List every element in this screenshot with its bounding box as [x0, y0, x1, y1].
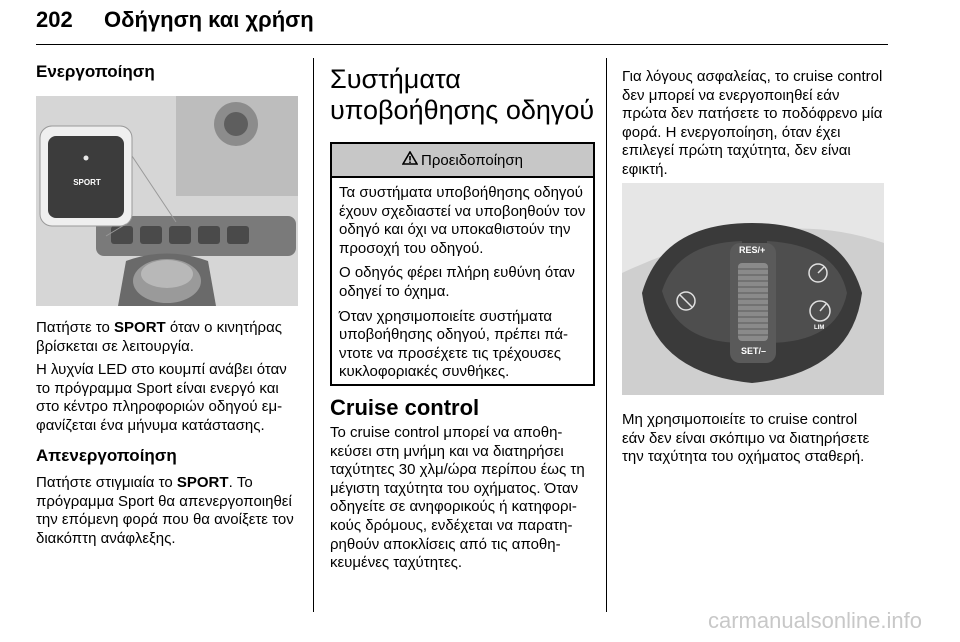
res-plus-label: RES/+	[739, 245, 766, 255]
paragraph-press-sport	[36, 319, 298, 356]
warning-triangle-icon	[402, 151, 418, 169]
lim-label: LIM	[814, 325, 825, 331]
heading-activation: Ενεργοποίηση	[36, 62, 155, 81]
paragraph-cruise-control: Το cruise control μπορεί να αποθηκεύσει στη μνήμη και να διατηρήσει ταχύτητες 30 χλμ/ώρα περίπου έως τη μέγιστη ταχύτητα του οχήματος. Όταν οδηγείτε σε ανηφορικούς ή κατηφορικούς δρόμους, ενδέχεται να παρατηρηθούν αποκλίσεις από τις αποθηκευμένες ταχύτητες.	[330, 424, 585, 572]
text-press: Πατήστε το	[36, 319, 115, 336]
sport-button-label: SPORT	[73, 178, 101, 187]
watermark: carmanualsonline.info	[707, 608, 922, 633]
paragraph-led-info: Η λυχνία LED στο κουμπί ανάβει όταν το πρόγραμμα Sport είναι ενεργό και στο κέντρο πληροφοριών οδηγού εμφανίζεται ένα μήνυμα κατάστασης.	[36, 361, 287, 434]
warning-paragraph-1: Τα συστήματα υποβοήθησης οδηγού έχουν σχεδιαστεί να υποβοηθούν τον οδηγό και όχι να υποκαθιστούν την προσοχή του οδηγού.	[339, 184, 586, 257]
text-engine-running: όταν ο κινητήρας βρίσκεται σε λειτουργία.	[36, 319, 282, 355]
cruise-control-photo	[622, 183, 884, 395]
heading-deactivation: Απενεργοποίηση	[36, 446, 177, 465]
warning-paragraph-2: Ο οδηγός φέρει πλήρη ευθύνη όταν οδηγεί το όχημα.	[339, 264, 575, 300]
steering-wheel-controls-illustration	[622, 183, 884, 395]
sport-button-photo	[36, 96, 298, 306]
paragraph-do-not-use: Μη χρησιμοποιείτε το cruise control εάν δεν είναι σκόπιμο να διατηρήσετε την ταχύτητα του οχήματος σταθερή.	[622, 411, 870, 466]
warning-header	[332, 144, 593, 178]
column-divider-right	[606, 58, 607, 612]
warning-body	[332, 178, 593, 382]
warning-title: Προειδοποίηση	[421, 151, 523, 169]
page-title: Οδήγηση και χρήση	[104, 7, 314, 32]
text-press-briefly: Πατήστε στιγμιαία το	[36, 474, 177, 491]
warning-paragraph-3: Όταν χρησιμοποιείτε συστήματα υποβοήθησης οδηγού, πρέπει πάντοτε να προσέχετε τις τρέχουσες κυκλοφοριακές συνθήκες.	[339, 307, 569, 381]
paragraph-safety: Για λόγους ασφαλείας, το cruise control δεν μπορεί να ενεργοποιηθεί εάν πρώτα δεν πατήσετε το ποδόφρενο μία φορά. Η ενεργοποίηση, όταν έχει επιλεγεί πρώτη ταχύτητα, δεν είναι εφικτή.	[622, 68, 883, 178]
heading-driver-assist-line1: Συστήματα	[330, 64, 461, 94]
text-sport-bold: SPORT	[114, 319, 166, 336]
heading-driver-assist-line2: υποβοήθησης οδηγού	[330, 95, 595, 125]
header-rule	[36, 44, 888, 45]
text-sport-bold-2: SPORT	[176, 474, 229, 491]
column-divider-left	[313, 58, 314, 612]
set-minus-label: SET/–	[741, 346, 767, 356]
paragraph-deactivate	[36, 474, 298, 548]
text-deactivate-rest: . Το πρόγραμμα Sport θα απενεργοποιηθεί την επόμενη φορά που θα ανοίξετε τον διακόπτη ανάφλεξης.	[36, 474, 294, 547]
warning-box	[330, 142, 595, 386]
sport-console-illustration	[36, 96, 298, 306]
heading-cruise-control: Cruise control	[330, 395, 480, 420]
page-number: 202	[36, 7, 73, 32]
